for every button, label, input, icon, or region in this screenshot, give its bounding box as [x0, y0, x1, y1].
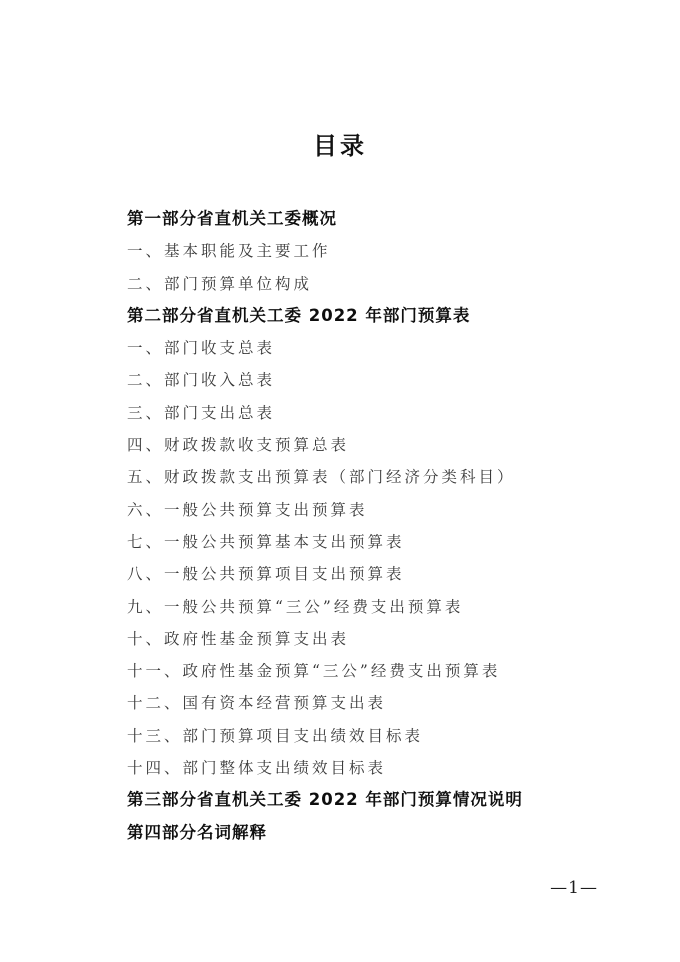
toc-item-public-budget-project: 八、一般公共预算项目支出预算表: [127, 565, 405, 584]
page-number: —1—: [550, 878, 598, 898]
toc-item-public-budget-basic: 七、一般公共预算基本支出预算表: [127, 532, 405, 551]
toc-heading-part3: 第三部分省直机关工委 2022 年部门预算情况说明: [127, 790, 523, 810]
toc-item-expense-summary: 三、部门支出总表: [127, 403, 276, 422]
document-title: 目录: [313, 131, 367, 160]
toc-item-state-capital: 十二、国有资本经营预算支出表: [127, 694, 387, 713]
toc-heading-part4: 第四部分名词解释: [127, 822, 267, 842]
table-of-contents: [0, 203, 680, 849]
toc-item-project-performance: 十三、部门预算项目支出绩效目标表: [127, 726, 424, 745]
toc-item-basic-duties: 一、基本职能及主要工作: [127, 242, 331, 261]
toc-item-gov-fund-sangong: 十一、政府性基金预算“三公”经费支出预算表: [127, 662, 501, 681]
toc-item-public-budget-sangong: 九、一般公共预算“三公”经费支出预算表: [127, 597, 464, 616]
toc-item-income-expense-summary: 一、部门收支总表: [127, 339, 276, 358]
toc-item-income-summary: 二、部门收入总表: [127, 371, 276, 390]
toc-item-fiscal-allocation-expense: 五、财政拨款支出预算表（部门经济分类科目）: [127, 468, 516, 487]
toc-item-unit-composition: 二、部门预算单位构成: [127, 274, 313, 293]
toc-item-public-budget-expense: 六、一般公共预算支出预算表: [127, 500, 368, 519]
toc-item-overall-performance: 十四、部门整体支出绩效目标表: [127, 759, 387, 778]
toc-item-gov-fund-expense: 十、政府性基金预算支出表: [127, 629, 350, 648]
toc-heading-part1: 第一部分省直机关工委概况: [127, 209, 337, 228]
toc-heading-part2: 第二部分省直机关工委 2022 年部门预算表: [127, 305, 471, 325]
toc-item-fiscal-allocation-summary: 四、财政拨款收支预算总表: [127, 436, 350, 455]
